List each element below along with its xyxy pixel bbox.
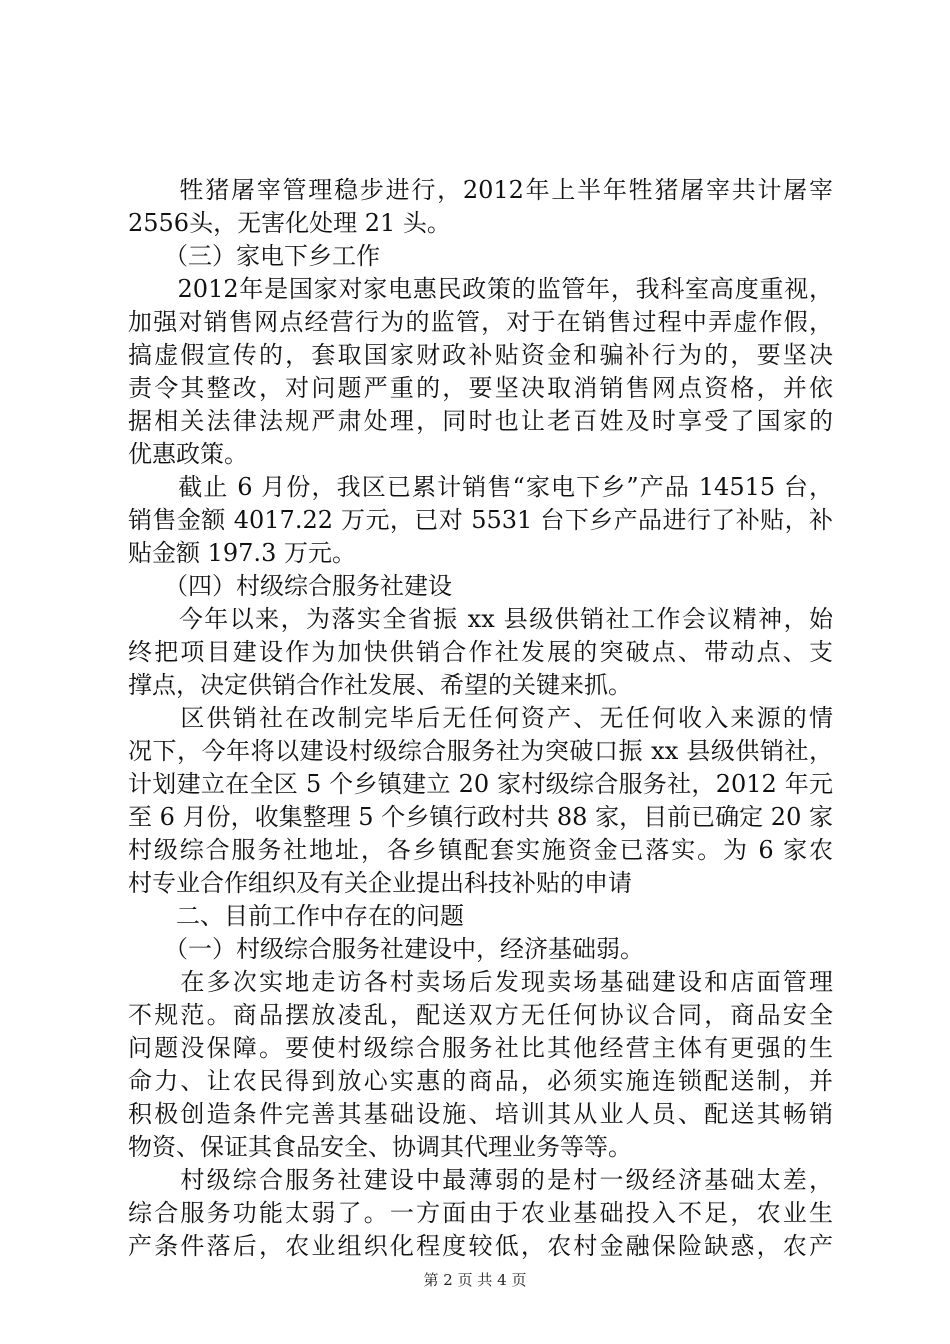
text-line: 产条件落后，农业组织化程度较低，农村金融保险缺惑，农产 [128,1232,833,1260]
text-line: 村级综合服务社建设中最薄弱的是村一级经济基础太差， [128,1166,833,1194]
text-line: 问题没保障。要使村级综合服务社比其他经营主体有更强的生 [128,1034,833,1062]
text-line: 责令其整改，对问题严重的，要坚决取消销售网点资格，并依 [128,374,833,402]
section-heading: （四）村级综合服务社建设 [128,572,452,600]
text-line: 今年以来，为落实全省振 xx 县级供销社工作会议精神，始 [128,605,833,633]
section-heading: （一）村级综合服务社建设中，经济基础弱。 [128,935,644,963]
text-line: 2556头，无害化处理 21 头。 [128,209,451,237]
text-line: 命力、让农民得到放心实惠的商品，必须实施连锁配送制，并 [128,1067,833,1095]
text-line: 优惠政策。 [128,440,248,468]
text-line: 贴金额 197.3 万元。 [128,539,356,567]
text-line: 不规范。商品摆放凌乱，配送双方无任何协议合同，商品安全 [128,1001,833,1029]
text-line: 况下，今年将以建设村级综合服务社为突破口振 xx 县级供销社， [128,737,833,765]
page-number-footer: 第 2 页 共 4 页 [423,1271,527,1289]
text-line: 区供销社在改制完毕后无任何资产、无任何收入来源的情 [128,704,833,732]
text-line: 销售金额 4017.22 万元，已对 5531 台下乡产品进行了补贴，补 [128,506,833,534]
text-line: 计划建立在全区 5 个乡镇建立 20 家村级综合服务社，2012 年元 [128,770,833,798]
text-line: 至 6 月份，收集整理 5 个乡镇行政村共 88 家，目前已确定 20 家 [128,803,833,831]
text-line: 加强对销售网点经营行为的监管，对于在销售过程中弄虚作假， [128,308,833,336]
section-heading: （三）家电下乡工作 [128,242,380,270]
text-line: 牲猪屠宰管理稳步进行，2012年上半年牲猪屠宰共计屠宰 [128,176,833,204]
text-line: 村级综合服务社地址，各乡镇配套实施资金已落实。为 6 家农 [128,836,833,864]
text-line: 撑点，决定供销合作社发展、希望的关键来抓。 [128,671,632,699]
text-line: 在多次实地走访各村卖场后发现卖场基础建设和店面管理 [128,968,833,996]
text-line: 据相关法律法规严肃处理，同时也让老百姓及时享受了国家的 [128,407,833,435]
section-heading: 二、目前工作中存在的问题 [128,902,464,930]
text-line: 积极创造条件完善其基础设施、培训其从业人员、配送其畅销 [128,1100,833,1128]
text-line: 村专业合作组织及有关企业提出科技补贴的申请 [128,869,632,897]
document-body [128,174,833,1263]
text-line: 物资、保证其食品安全、协调其代理业务等等。 [128,1133,632,1161]
text-line: 2012年是国家对家电惠民政策的监管年，我科室高度重视， [128,275,833,303]
text-line: 截止 6 月份，我区已累计销售“家电下乡”产品 14515 台， [128,473,833,501]
text-line: 综合服务功能太弱了。一方面由于农业基础投入不足，农业生 [128,1199,833,1227]
text-line: 终把项目建设作为加快供销合作社发展的突破点、带动点、支 [128,638,833,666]
text-line: 搞虚假宣传的，套取国家财政补贴资金和骗补行为的，要坚决 [128,341,833,369]
